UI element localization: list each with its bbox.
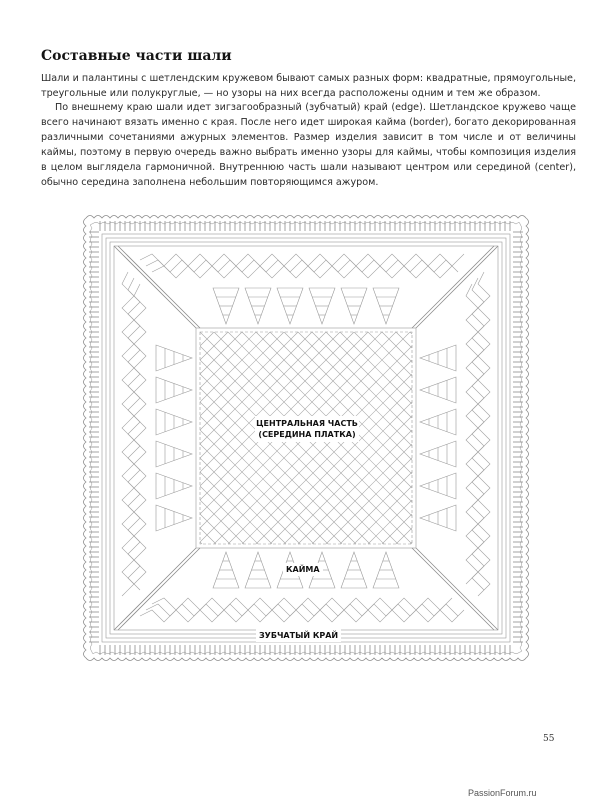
intro-paragraph: Шали и палантины с шетлендским кружевом бывают самых разных форм: квадратные, прямоугольные, треугольные или полукруглые, — но узоры на них всегда расположены одним и тем же образом. [41, 73, 576, 99]
watermark: PassionForum.ru [468, 788, 537, 798]
center-label [255, 416, 359, 442]
edge-label: ЗУБЧАТЫЙ КРАЙ [256, 629, 341, 642]
center-label-line1: ЦЕНТРАЛЬНАЯ ЧАСТЬ [256, 419, 358, 428]
center-label-line2: (СЕРЕДИНА ПЛАТКА) [258, 430, 356, 439]
page-number: 55 [543, 734, 555, 744]
border-label: КАЙМА [283, 563, 323, 576]
body-paragraph: По внешнему краю шали идет зигзагообразный (зубчатый) край (edge). Шетландское кружево чаще всего начинают вязать именно с края. После него идет широкая кайма (border), богато декорированная различными сочетаниями ажурных элементов. Размер изделия зависит в том числе и от величины каймы, поэтому в первую очередь важно выбрать именно узоры для каймы, чтобы композиция изделия в целом выглядела гармоничной. Внутреннюю часть шали называют центром или серединой (center), обычно середина заполнена небольшим повторяющимся ажуром. [41, 102, 576, 188]
section-heading: Составные части шали [41, 48, 232, 64]
